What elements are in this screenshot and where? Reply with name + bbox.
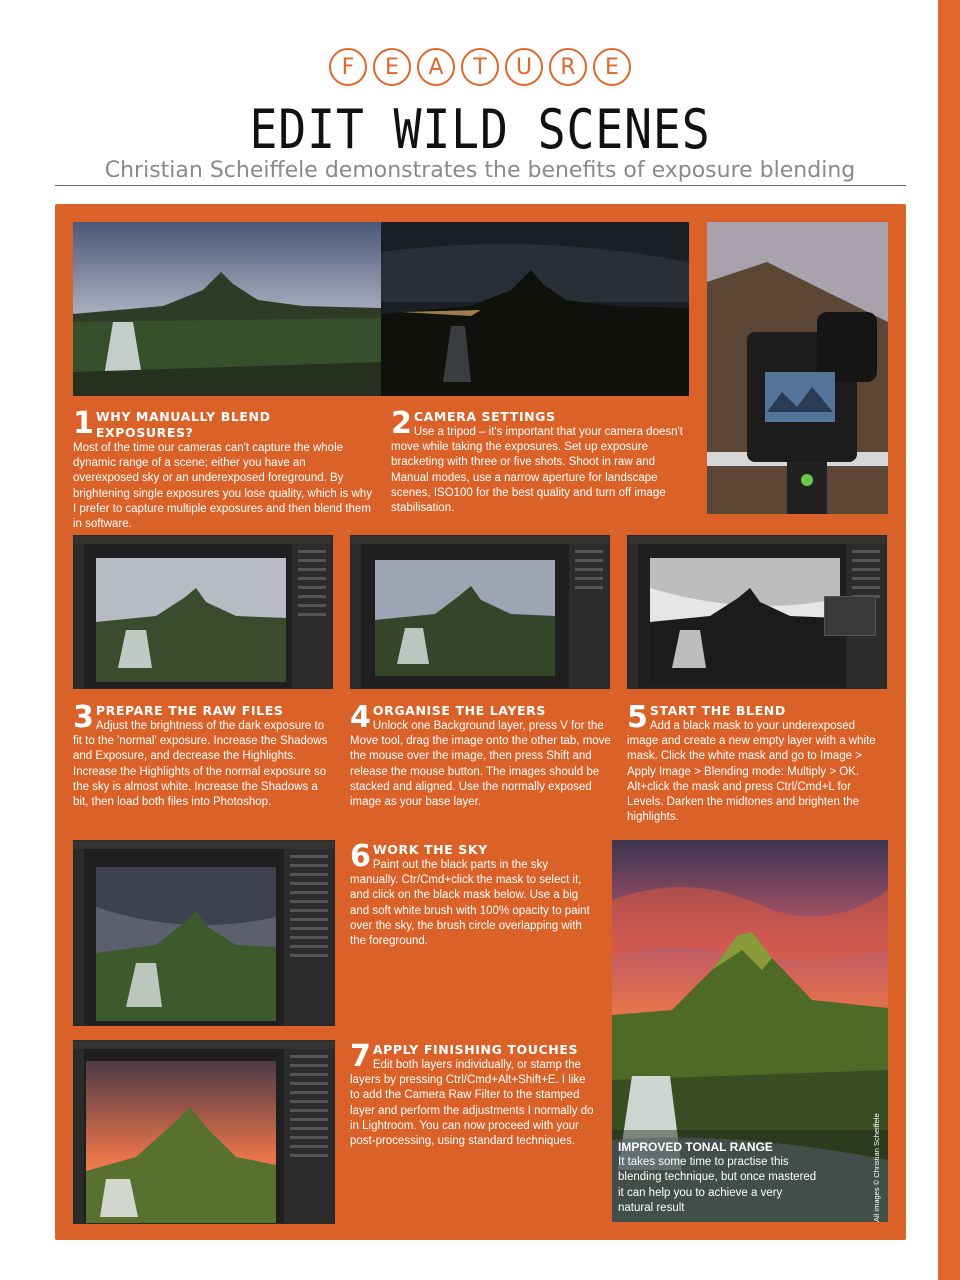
dark-exposure-photo	[381, 222, 689, 396]
photoshop-screenshot-step-5	[627, 535, 887, 689]
feature-kicker	[0, 48, 960, 86]
kicker-letter: R	[549, 48, 587, 86]
normal-exposure-photo	[73, 222, 381, 396]
step-number: 2	[391, 406, 412, 441]
step-heading: PREPARE THE RAW FILES	[95, 703, 284, 718]
final-image-caption	[618, 1140, 818, 1216]
step-5	[627, 700, 885, 825]
page-edge-bar	[938, 0, 960, 1280]
step-heading: WHY MANUALLY BLEND EXPOSURES?	[95, 409, 271, 440]
step-body: Paint out the black parts in the sky manually. Ctr/Cmd+click the mask to select it, and click on the black mask below. Use a big and soft white brush with 100% opacity to paint over the sky, the brush circle overlapping with the foreground.	[350, 859, 590, 948]
step-number: 3	[73, 700, 94, 735]
step-number: 7	[350, 1039, 371, 1074]
step-body: Use a tripod – it's important that your camera doesn't move while taking the exposures. Set up exposure bracketing with three or five shots. Shoot in raw and Manual modes, use a narrow aperture for landscape scenes, ISO100 for the best quality and turn off image stabilisation.	[391, 426, 683, 515]
step-heading: ORGANISE THE LAYERS	[372, 703, 547, 718]
step-number: 5	[627, 700, 648, 735]
page-subtitle: Christian Scheiffele demonstrates the benefits of exposure blending	[104, 158, 856, 183]
camera-on-tripod-photo	[707, 222, 888, 514]
step-heading: CAMERA SETTINGS	[413, 409, 556, 424]
title-divider	[55, 185, 906, 186]
photoshop-screenshot-step-7	[73, 1040, 335, 1224]
page-title: EDIT WILD SCENES	[249, 98, 711, 161]
step-3	[73, 700, 335, 810]
kicker-letter: A	[417, 48, 455, 86]
step-body: Add a black mask to your underexposed image and create a new empty layer with a white mask. Click the white mask and go to Image > Apply Image > Blending mode: Multiply > OK. Alt+click the mask and press Ctrl/Cmd+L for Levels. Darken the midtones and brighten the highlights.	[627, 720, 876, 824]
step-body: Edit both layers individually, or stamp the layers by pressing Ctrl/Cmd+Alt+Shift+E. I like to add the Camera Raw Filter to the stamped layer and perform the adjustments I normally do in Lightroom. You can now proceed with your post-processing, using standard techniques.	[350, 1059, 594, 1148]
step-number: 6	[350, 839, 371, 874]
step-body: Unlock one Background layer, press V for the Move tool, drag the image onto the other tab, move the mouse over the image, then press Shift and release the mouse button. The images should be stacked and aligned. Use the normally exposed image as your base layer.	[350, 720, 611, 809]
image-credit: All images © Christian Scheiffele	[872, 1113, 881, 1222]
photoshop-screenshot-step-6	[73, 840, 335, 1026]
caption-body: It takes some time to practise this blending technique, but once mastered it can help you to achieve a very natural result	[618, 1156, 817, 1214]
step-body: Adjust the brightness of the dark exposure to fit to the 'normal' exposure. Increase the Shadows and Exposure, and decrease the Highlights. Increase the Highlights of the normal exposure so the sky is almost white. Increase the Shadows a bit, then load both files into Photoshop.	[73, 720, 328, 809]
step-number: 4	[350, 700, 371, 735]
step-number: 1	[73, 406, 94, 441]
photoshop-screenshot-step-4	[350, 535, 610, 689]
step-1	[73, 406, 373, 532]
step-heading: START THE BLEND	[649, 703, 786, 718]
kicker-letter: U	[505, 48, 543, 86]
step-6	[350, 839, 598, 949]
kicker-letter: T	[461, 48, 499, 86]
step-heading: WORK THE SKY	[372, 842, 488, 857]
step-body: Most of the time our cameras can't capture the whole dynamic range of a scene; either you have an overexposed sky or an underexposed foreground. By brightening single exposures you lose quality, which is why I prefer to capture multiple exposures and then blend them in software.	[73, 442, 372, 531]
kicker-letter: F	[329, 48, 367, 86]
step-7	[350, 1039, 598, 1149]
step-heading: APPLY FINISHING TOUCHES	[372, 1042, 579, 1057]
kicker-letter: E	[593, 48, 631, 86]
photoshop-screenshot-step-3	[73, 535, 333, 689]
step-4	[350, 700, 612, 810]
kicker-letter: E	[373, 48, 411, 86]
caption-heading: IMPROVED TONAL RANGE	[618, 1140, 773, 1154]
step-2	[391, 406, 687, 516]
